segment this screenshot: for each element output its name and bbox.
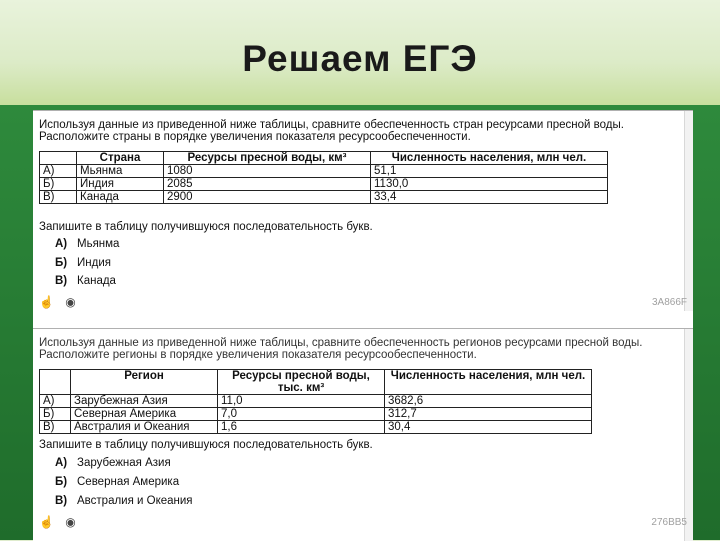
- eye-icon[interactable]: ◉: [65, 515, 76, 529]
- table-header: Регион: [71, 370, 218, 395]
- answer-option[interactable]: [55, 238, 119, 250]
- option-letter: Б): [55, 257, 68, 269]
- row-water: 1080: [164, 165, 371, 178]
- hand-icon[interactable]: ☝: [39, 515, 54, 529]
- row-water: 7,0: [218, 408, 385, 421]
- answer-option[interactable]: [55, 257, 111, 269]
- instruction-text: Запишите в таблицу получившуюся последовательность букв.: [39, 439, 373, 451]
- row-region: Северная Америка: [71, 408, 218, 421]
- row-region: Австралия и Океания: [71, 421, 218, 434]
- question-text: Используя данные из приведенной ниже таблицы, сравните обеспеченность стран ресурсами пресной воды. Расположите страны в порядке увеличения показателя ресурсообеспеченности.: [39, 119, 624, 143]
- row-population: 312,7: [385, 408, 592, 421]
- table-header: Численность населения, млн чел.: [385, 370, 592, 395]
- table-row: [40, 191, 608, 204]
- table-header: [40, 370, 71, 395]
- table-header: Ресурсы пресной воды, тыс. км³: [218, 370, 385, 395]
- task-2: [33, 328, 693, 541]
- row-water: 2085: [164, 178, 371, 191]
- slide-title: Решаем ЕГЭ: [242, 38, 478, 79]
- row-water: 1,6: [218, 421, 385, 434]
- option-label: Северная Америка: [77, 476, 180, 488]
- worksheet: [33, 110, 693, 540]
- row-country: Канада: [77, 191, 164, 204]
- option-letter: В): [55, 275, 68, 287]
- answer-option[interactable]: [55, 275, 116, 287]
- row-letter: В): [40, 421, 71, 434]
- toolbar: [39, 515, 84, 529]
- row-population: 51,1: [371, 165, 608, 178]
- table-header: [40, 152, 77, 165]
- row-population: 33,4: [371, 191, 608, 204]
- option-label: Австралия и Океания: [77, 495, 193, 507]
- table-row: [40, 408, 592, 421]
- row-letter: А): [40, 165, 77, 178]
- row-letter: А): [40, 395, 71, 408]
- data-table: [39, 369, 592, 434]
- option-label: Мьянма: [77, 238, 120, 250]
- question-text: Используя данные из приведенной ниже таблицы, сравните обеспеченность регионов ресурсами пресной воды. Расположите регионы в порядке увеличения показателя ресурсообеспеченности.: [39, 337, 643, 361]
- option-letter: А): [55, 238, 68, 250]
- row-population: 1130,0: [371, 178, 608, 191]
- answer-option[interactable]: [55, 476, 179, 488]
- row-country: Мьянма: [77, 165, 164, 178]
- table-header-row: [40, 370, 592, 395]
- answer-option[interactable]: [55, 495, 193, 507]
- row-letter: В): [40, 191, 77, 204]
- option-letter: Б): [55, 476, 68, 488]
- data-table: [39, 151, 608, 204]
- row-letter: Б): [40, 408, 71, 421]
- row-letter: Б): [40, 178, 77, 191]
- row-country: Индия: [77, 178, 164, 191]
- option-label: Зарубежная Азия: [77, 457, 171, 469]
- table-header: Численность населения, млн чел.: [371, 152, 608, 165]
- instruction-text: Запишите в таблицу получившуюся последовательность букв.: [39, 221, 373, 233]
- option-letter: А): [55, 457, 68, 469]
- row-region: Зарубежная Азия: [71, 395, 218, 408]
- answer-option[interactable]: [55, 457, 171, 469]
- table-row: [40, 421, 592, 434]
- task-code: 3A866F: [651, 297, 687, 308]
- row-water: 2900: [164, 191, 371, 204]
- table-header: Страна: [77, 152, 164, 165]
- table-row: [40, 165, 608, 178]
- eye-icon[interactable]: ◉: [65, 295, 76, 309]
- option-label: Индия: [77, 257, 111, 269]
- table-row: [40, 395, 592, 408]
- row-water: 11,0: [218, 395, 385, 408]
- scrollbar[interactable]: [684, 111, 693, 311]
- scrollbar[interactable]: [684, 329, 693, 541]
- row-population: 30,4: [385, 421, 592, 434]
- option-letter: В): [55, 495, 68, 507]
- task-code: 276BB5: [651, 517, 687, 528]
- table-header-row: [40, 152, 608, 165]
- table-header: Ресурсы пресной воды, км³: [164, 152, 371, 165]
- toolbar: [39, 295, 84, 309]
- hand-icon[interactable]: ☝: [39, 295, 54, 309]
- task-1: [33, 110, 693, 311]
- table-row: [40, 178, 608, 191]
- row-population: 3682,6: [385, 395, 592, 408]
- option-label: Канада: [77, 275, 116, 287]
